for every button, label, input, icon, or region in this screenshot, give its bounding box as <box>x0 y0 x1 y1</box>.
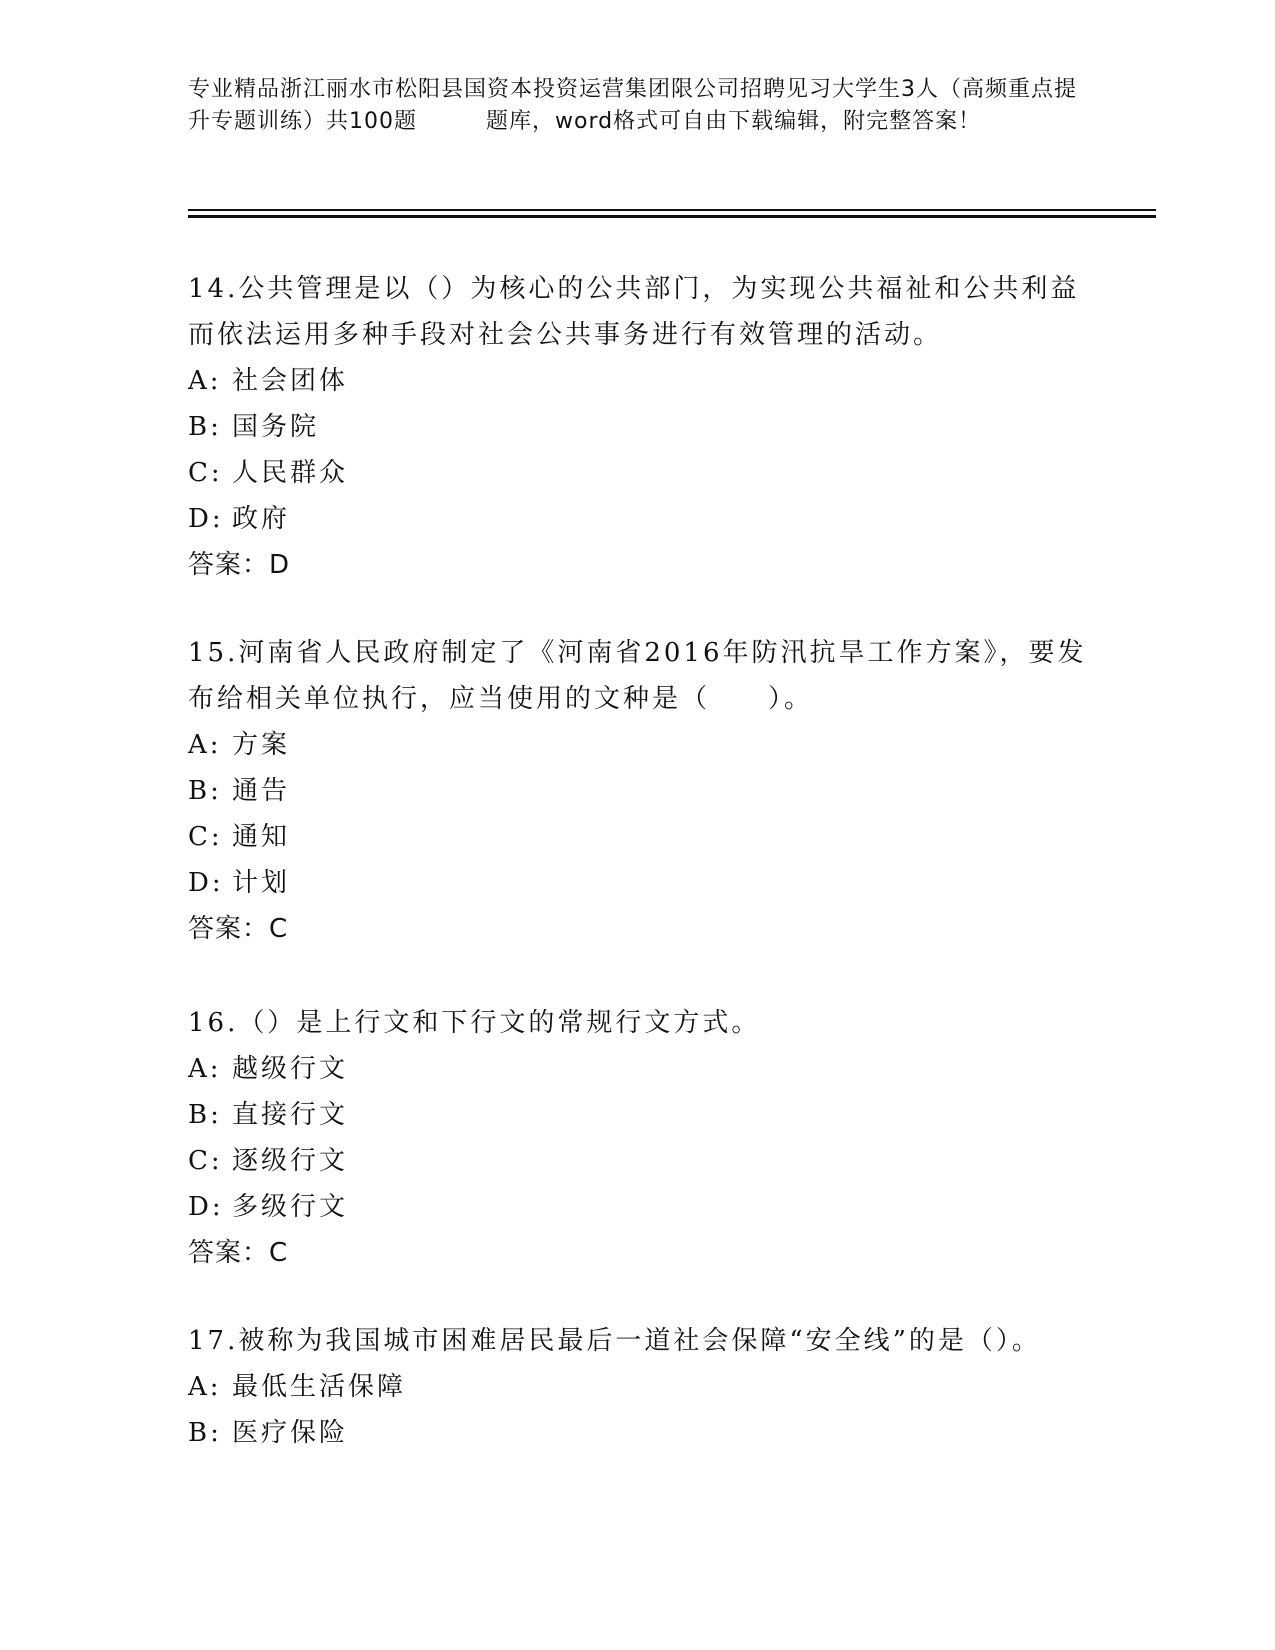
option-a <box>188 1364 1088 1410</box>
question-17 <box>188 1318 1088 1456</box>
option-b <box>188 1092 1088 1138</box>
option-key: A: <box>188 1054 222 1084</box>
option-text: 方案 <box>232 730 291 760</box>
answer: 答案：D <box>188 550 291 580</box>
option-b <box>188 768 1088 814</box>
option-text: 最低生活保障 <box>232 1372 407 1402</box>
option-key: B: <box>188 1418 222 1448</box>
option-d <box>188 1184 1088 1230</box>
option-text: 医疗保险 <box>232 1418 349 1448</box>
option-key: D: <box>188 504 224 534</box>
option-key: A: <box>188 1372 222 1402</box>
question-15 <box>188 630 1088 952</box>
option-c <box>188 1138 1088 1184</box>
option-c <box>188 814 1088 860</box>
question-stem: 15.河南省人民政府制定了《河南省2016年防汛抗旱工作方案》，要发布给相关单位执行，应当使用的文种是（ ）。 <box>188 638 1087 714</box>
option-text: 政府 <box>232 504 291 534</box>
option-d <box>188 860 1088 906</box>
option-c <box>188 450 1088 496</box>
header-divider-thick <box>188 215 1156 218</box>
question-14 <box>188 266 1088 588</box>
option-a <box>188 1046 1088 1092</box>
option-a <box>188 722 1088 768</box>
option-d <box>188 496 1088 542</box>
option-key: B: <box>188 412 222 442</box>
option-key: D: <box>188 868 224 898</box>
option-text: 计划 <box>232 868 291 898</box>
option-text: 通知 <box>232 822 291 852</box>
question-stem: 16.（）是上行文和下行文的常规行文方式。 <box>188 1008 761 1038</box>
option-text: 国务院 <box>232 412 320 442</box>
option-text: 人民群众 <box>232 458 349 488</box>
option-b <box>188 1410 1088 1456</box>
option-text: 越级行文 <box>232 1054 349 1084</box>
option-text: 逐级行文 <box>232 1146 349 1176</box>
option-key: B: <box>188 776 222 806</box>
option-b <box>188 404 1088 450</box>
option-key: A: <box>188 366 222 396</box>
option-text: 社会团体 <box>232 366 349 396</box>
question-stem: 14.公共管理是以（）为核心的公共部门，为实现公共福祉和公共利益而依法运用多种手段对社会公共事务进行有效管理的活动。 <box>188 274 1080 350</box>
header-divider-thin <box>188 209 1156 211</box>
option-key: C: <box>188 458 223 488</box>
option-text: 多级行文 <box>232 1192 349 1222</box>
option-a <box>188 358 1088 404</box>
option-key: B: <box>188 1100 222 1130</box>
option-text: 通告 <box>232 776 291 806</box>
answer: 答案：C <box>188 1238 289 1268</box>
answer: 答案：C <box>188 914 289 944</box>
question-16 <box>188 1000 1088 1276</box>
document-header: 专业精品浙江丽水市松阳县国资本投资运营集团限公司招聘见习大学生3人（高频重点提升专题训练）共100题 题库，word格式可自由下载编辑，附完整答案！ <box>188 77 1077 134</box>
option-key: D: <box>188 1192 224 1222</box>
option-key: C: <box>188 1146 223 1176</box>
option-text: 直接行文 <box>232 1100 349 1130</box>
option-key: C: <box>188 822 223 852</box>
question-stem: 17.被称为我国城市困难居民最后一道社会保障“安全线”的是（）。 <box>188 1326 1041 1356</box>
option-key: A: <box>188 730 222 760</box>
